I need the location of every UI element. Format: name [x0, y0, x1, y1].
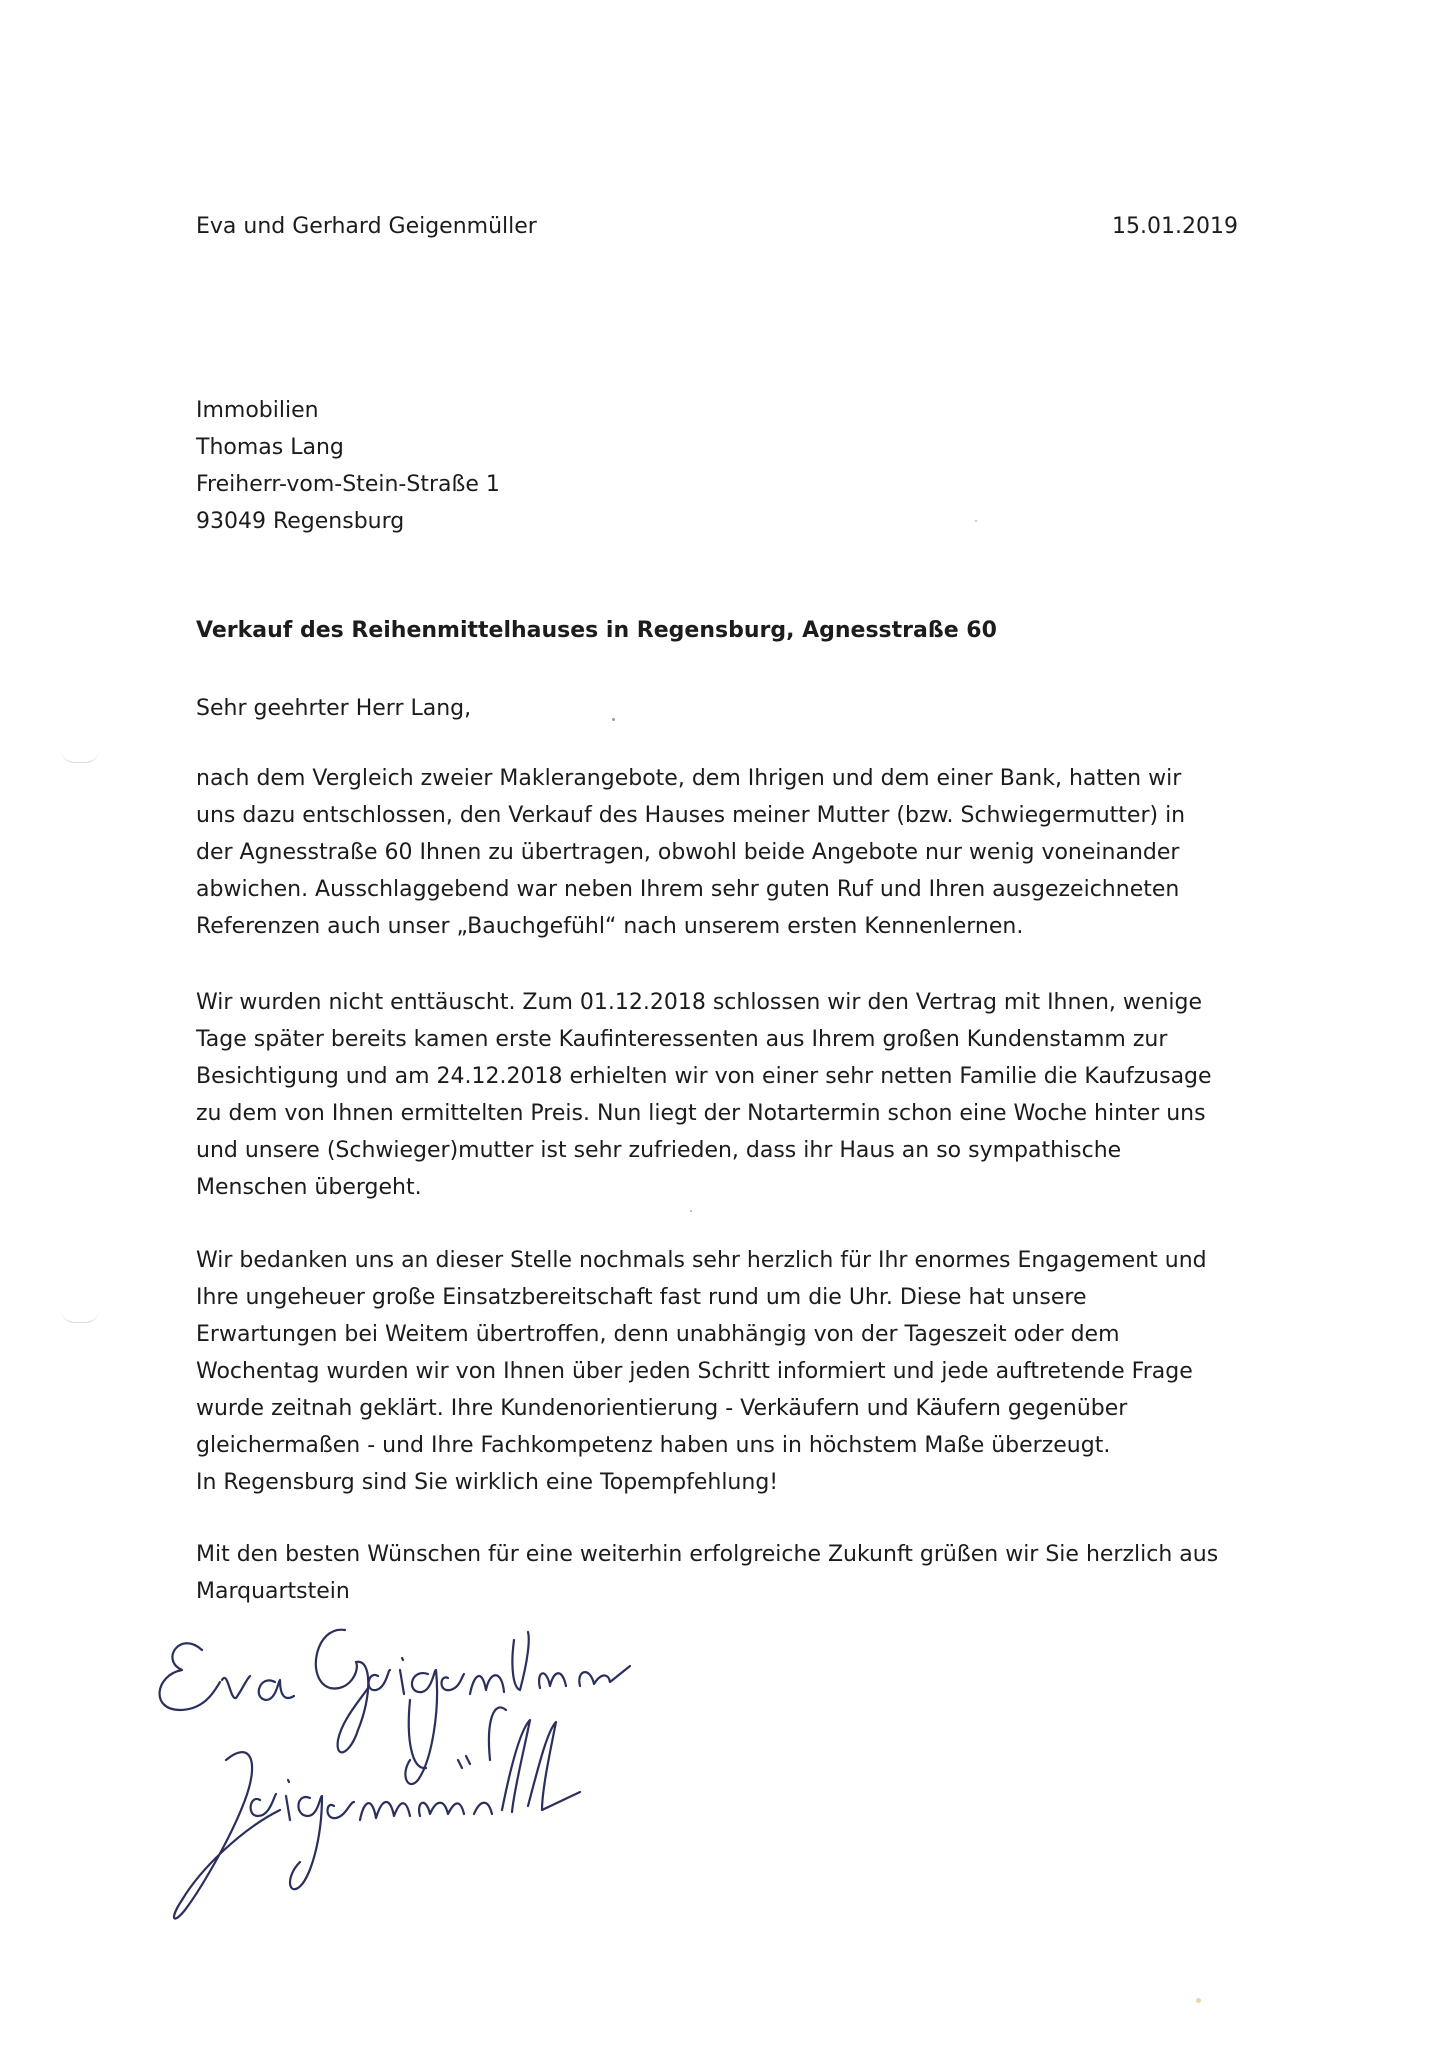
letter-date: 15.01.2019 [1112, 214, 1238, 239]
paragraph-line: nach dem Vergleich zweier Maklerangebote, dem Ihrigen und dem einer Bank, hatten wir [196, 766, 1182, 791]
paper-speck [975, 520, 977, 522]
paper-speck [1196, 1998, 1201, 2003]
paragraph-line: Tage später bereits kamen erste Kaufinteressenten aus Ihrem großen Kundenstamm zur [196, 1027, 1168, 1052]
paragraph-1 [196, 760, 1276, 945]
paragraph-line: Wochentag wurden wir von Ihnen über jeden Schritt informiert und jede auftretende Frage [196, 1359, 1193, 1384]
paragraph-line: Ihre ungeheuer große Einsatzbereitschaft fast rund um die Uhr. Diese hat unsere [196, 1285, 1087, 1310]
paragraph-line: abwichen. Ausschlaggebend war neben Ihrem sehr guten Ruf und Ihren ausgezeichneten [196, 877, 1180, 902]
paragraph-line: wurde zeitnah geklärt. Ihre Kundenorientierung - Verkäufern und Käufern gegenüber [196, 1396, 1128, 1421]
paragraph-line: In Regensburg sind Sie wirklich eine Topempfehlung! [196, 1470, 779, 1495]
subject-line: Verkauf des Reihenmittelhauses in Regensburg, Agnesstraße 60 [196, 618, 997, 643]
paper-speck [612, 718, 615, 721]
paragraph-line: Besichtigung und am 24.12.2018 erhielten wir von einer sehr netten Familie die Kaufzusage [196, 1064, 1212, 1089]
salutation: Sehr geehrter Herr Lang, [196, 696, 472, 721]
closing-place: Marquartstein [196, 1579, 350, 1604]
punch-mark [60, 748, 100, 763]
paragraph-line: Wir wurden nicht enttäuscht. Zum 01.12.2018 schlossen wir den Vertrag mit Ihnen, wenige [196, 990, 1202, 1015]
handwritten-signature [110, 1570, 750, 1950]
signature-drawing [110, 1570, 750, 1950]
recipient-person: Thomas Lang [196, 435, 344, 460]
sender-name: Eva und Gerhard Geigenmüller [196, 214, 537, 239]
paragraph-line: Erwartungen bei Weitem übertroffen, denn unabhängig von der Tageszeit oder dem [196, 1322, 1120, 1347]
paragraph-2 [196, 984, 1276, 1206]
paragraph-line: zu dem von Ihnen ermittelten Preis. Nun liegt der Notartermin schon eine Woche hinter uns [196, 1101, 1206, 1126]
recipient-company: Immobilien [196, 398, 319, 423]
paragraph-line: Wir bedanken uns an dieser Stelle nochmals sehr herzlich für Ihr enormes Engagement und [196, 1248, 1207, 1273]
paper-speck [690, 1210, 692, 1212]
paragraph-3 [196, 1242, 1276, 1501]
paragraph-line: der Agnesstraße 60 Ihnen zu übertragen, obwohl beide Angebote nur wenig voneinander [196, 840, 1180, 865]
paragraph-line: uns dazu entschlossen, den Verkauf des Hauses meiner Mutter (bzw. Schwiegermutter) in [196, 803, 1186, 828]
punch-mark [60, 1308, 100, 1323]
closing-line: Mit den besten Wünschen für eine weiterhin erfolgreiche Zukunft grüßen wir Sie herzlich aus [196, 1542, 1219, 1567]
paragraph-line: Menschen übergeht. [196, 1175, 422, 1200]
paragraph-line: Referenzen auch unser „Bauchgefühl“ nach unserem ersten Kennenlernen. [196, 914, 1024, 939]
recipient-address [196, 392, 500, 540]
paragraph-line: und unsere (Schwieger)mutter ist sehr zufrieden, dass ihr Haus an so sympathische [196, 1138, 1122, 1163]
recipient-street: Freiherr-vom-Stein-Straße 1 [196, 472, 500, 497]
recipient-city: 93049 Regensburg [196, 509, 405, 534]
paragraph-line: gleichermaßen - und Ihre Fachkompetenz haben uns in höchstem Maße überzeugt. [196, 1433, 1111, 1458]
